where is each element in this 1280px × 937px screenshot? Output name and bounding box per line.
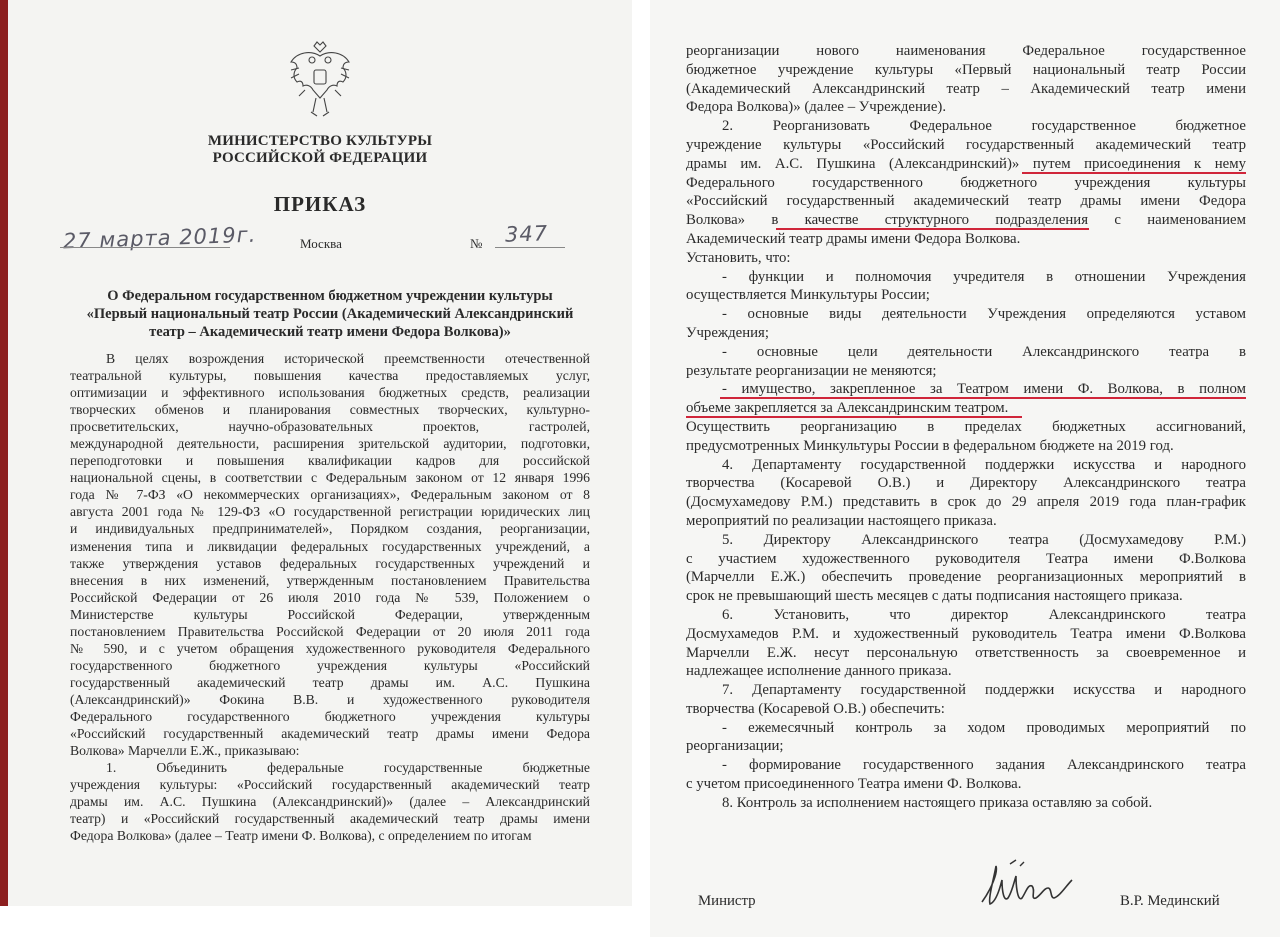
body-line: «Российский государственный академический театр драмы имени Федора bbox=[70, 726, 590, 742]
body-line: надлежащее исполнение данного приказа. bbox=[686, 663, 952, 680]
handwritten-signature bbox=[972, 858, 1082, 916]
body-line: оптимизации и эффективного использования бюджетных средств, реализации bbox=[70, 385, 590, 401]
body-line: Волкова» Марчелли Е.Ж., приказываю: bbox=[70, 743, 300, 759]
body-line: Марчелли Е.Ж. несут персональную ответственность за своевременное и bbox=[686, 644, 1246, 661]
number-sign: № bbox=[470, 236, 483, 251]
body-line: творчества (Косаревой О.В.) и Директору Александринского театра bbox=[686, 475, 1246, 492]
body-line: творческих обменов и планирования совместных творческих, культурно- bbox=[70, 402, 590, 418]
body-line: предусмотренных Минкультуры России в федеральном бюджете на 2019 год. bbox=[686, 437, 1174, 454]
handwritten-number: 347 bbox=[504, 221, 549, 247]
body-line: учреждение культуры «Российский государственный академический театр bbox=[686, 136, 1246, 153]
body-line: - формирование государственного задания Александринского театра bbox=[722, 757, 1246, 774]
body-line: постановлением Правительства Российской Федерации от 20 июля 2011 года bbox=[70, 623, 590, 639]
body-line: также утверждения уставов федеральных государственных учреждений и bbox=[70, 555, 590, 571]
body-line: «Российский государственный академический театр драмы имени Федора bbox=[686, 193, 1246, 210]
body-line: Академический театр драмы имени Федора Волкова. bbox=[686, 230, 1021, 247]
body-line: внесения в них изменений, утвержденным постановлением Правительства bbox=[70, 572, 590, 588]
body-line: с участием художественного руководителя Театра имени Ф.Волкова bbox=[686, 550, 1246, 567]
order-body-left bbox=[70, 350, 590, 844]
order-subject bbox=[60, 287, 600, 341]
body-line: творчества (Косаревой О.В.) обеспечить: bbox=[686, 700, 945, 717]
body-line: национальной сцены, в соответствии с Федеральным законом от 12 января 1996 bbox=[70, 470, 590, 486]
body-line: (Академический Александринский театр – Академический театр имени bbox=[686, 80, 1246, 97]
order-page-2 bbox=[650, 0, 1280, 937]
signatory-name: В.Р. Мединский bbox=[1120, 893, 1220, 909]
body-line: государственный академический театр драмы им. А.С. Пушкина bbox=[70, 674, 590, 690]
body-line: просветительских, научно-образовательных проектов, гастролей, bbox=[70, 419, 590, 435]
body-line: театр) и «Российский государственный академический театр драмы имени bbox=[70, 811, 590, 827]
body-line: осуществляется Минкультуры России; bbox=[686, 287, 930, 304]
body-line: реорганизации; bbox=[686, 738, 784, 755]
body-line: 7. Департаменту государственной поддержки искусства и народного bbox=[722, 682, 1246, 699]
body-line: драмы им. А.С. Пушкина (Александринский)» путем присоединения к нему bbox=[686, 155, 1246, 172]
body-line: 5. Директору Александринского театра (Досмухамедову Р.М.) bbox=[722, 531, 1246, 548]
body-line: - функции и полномочия учредителя в отношении Учреждения bbox=[722, 268, 1246, 285]
body-line: В целях возрождения исторической преемственности отечественной bbox=[106, 351, 590, 366]
body-line: государственного бюджетного учреждения культуры «Российский bbox=[70, 657, 590, 673]
body-line: Министерстве культуры Российской Федерации, утвержденным bbox=[70, 606, 590, 622]
body-line: изменения типа и ликвидации федеральных государственных учреждений, а bbox=[70, 538, 590, 554]
red-folder-edge bbox=[0, 0, 8, 906]
body-line: - имущество, закрепленное за Театром имени Ф. Волкова, в полном bbox=[686, 380, 1246, 399]
city: Москва bbox=[300, 236, 342, 251]
body-line: международной деятельности, расширения зрительской аудитории, подготовки, bbox=[70, 436, 590, 452]
body-line: Российской Федерации от 26 июля 2010 года № 539, Положением о bbox=[70, 589, 590, 605]
number-underline bbox=[495, 247, 565, 248]
ministry-name-line1: МИНИСТЕРСТВО КУЛЬТУРЫ bbox=[207, 133, 433, 149]
body-line: бюджетное учреждение культуры «Первый национальный театр России bbox=[686, 61, 1246, 78]
body-line: Федерального государственного бюджетного учреждения культуры bbox=[686, 174, 1246, 191]
body-line: 1. Объединить федеральные государственные бюджетные bbox=[106, 760, 590, 776]
body-line: Волкова» в качестве структурного подразделения с наименованием bbox=[686, 212, 1246, 229]
body-line: и индивидуальных предпринимателей», Порядком создания, реорганизации, bbox=[70, 521, 590, 537]
ministry-name-line2: РОССИЙСКОЙ ФЕДЕРАЦИИ bbox=[212, 150, 428, 166]
body-line: 6. Установить, что директор Александринского театра bbox=[722, 606, 1246, 623]
coat-of-arms-icon bbox=[285, 38, 355, 122]
subject-line: «Первый национальный театр России (Академический Александринский bbox=[86, 306, 574, 322]
body-line: переподготовки и повышения квалификации кадров для российской bbox=[70, 453, 590, 469]
body-line: реорганизации нового наименования Федеральное государственное bbox=[686, 43, 1246, 59]
body-line: театральной культуры, повышения качества предоставляемых услуг, bbox=[70, 368, 590, 384]
body-line: Осуществить реорганизацию в пределах бюджетных ассигнований, bbox=[686, 418, 1246, 435]
body-line: с учетом присоединенного Театра имени Ф. Волкова. bbox=[686, 776, 1022, 793]
subject-line: О Федеральном государственном бюджетном учреждении культуры bbox=[107, 288, 553, 304]
body-line: - основные цели деятельности Александринского театра в bbox=[722, 343, 1246, 360]
body-line: Федерального государственного бюджетного учреждения культуры bbox=[70, 708, 590, 724]
body-line: Федора Волкова)» (далее – Учреждение). bbox=[686, 99, 947, 116]
body-line: 4. Департаменту государственной поддержки искусства и народного bbox=[722, 456, 1246, 473]
body-line: (Досмухамедову Р.М.) представить в срок до 29 апреля 2019 года план-график bbox=[686, 494, 1246, 511]
subject-line: театр – Академический театр имени Федора Волкова)» bbox=[149, 324, 511, 340]
order-title: ПРИКАЗ bbox=[273, 192, 367, 216]
body-line: 8. Контроль за исполнением настоящего приказа оставляю за собой. bbox=[722, 794, 1153, 811]
body-line: Установить, что: bbox=[686, 249, 791, 266]
body-line: года № 7-ФЗ «О некоммерческих организациях», Федеральным законом от 8 bbox=[70, 487, 590, 503]
body-line: (Александринский)» Фокина В.В. и художественного руководителя bbox=[70, 691, 590, 707]
body-line: Учреждения; bbox=[686, 324, 769, 341]
body-line: (Марчелли Е.Ж.) обеспечить проведение реорганизационных мероприятий в bbox=[686, 569, 1246, 586]
order-body-right bbox=[686, 42, 1246, 813]
body-line: драмы им. А.С. Пушкина (Александринский)» (далее – Александринский bbox=[70, 794, 590, 810]
body-line: срок не превышающий шесть месяцев с даты подписания настоящего приказа. bbox=[686, 588, 1183, 605]
body-line: 2. Реорганизовать Федеральное государственное бюджетное bbox=[722, 118, 1246, 135]
order-page-1 bbox=[0, 0, 632, 906]
body-line: - основные виды деятельности Учреждения определяются уставом bbox=[722, 306, 1246, 323]
body-line: учреждения культуры: «Российский государственный академический театр bbox=[70, 777, 590, 793]
signatory-title: Министр bbox=[698, 893, 756, 909]
body-line: № 590, и с учетом обращения художественного руководителя Федерального bbox=[70, 640, 590, 656]
body-line: Федора Волкова» (далее – Театр имени Ф. Волкова), с определением по итогам bbox=[70, 828, 532, 844]
body-line: результате реорганизации не меняются; bbox=[686, 362, 937, 379]
body-line: объеме закрепляется за Александринским театром. bbox=[686, 399, 1246, 418]
body-line: августа 2001 года № 129-ФЗ «О государственной регистрации юридических лиц bbox=[70, 504, 590, 520]
body-line: Досмухамедов Р.М. и художественный руководитель Театра имени Ф.Волкова bbox=[686, 625, 1246, 642]
handwritten-date: 27 марта 2019г. bbox=[62, 222, 257, 254]
body-line: - ежемесячный контроль за ходом проводимых мероприятий по bbox=[722, 719, 1246, 736]
date-underline bbox=[60, 247, 230, 248]
body-line: мероприятий по реализации настоящего приказа. bbox=[686, 512, 997, 529]
